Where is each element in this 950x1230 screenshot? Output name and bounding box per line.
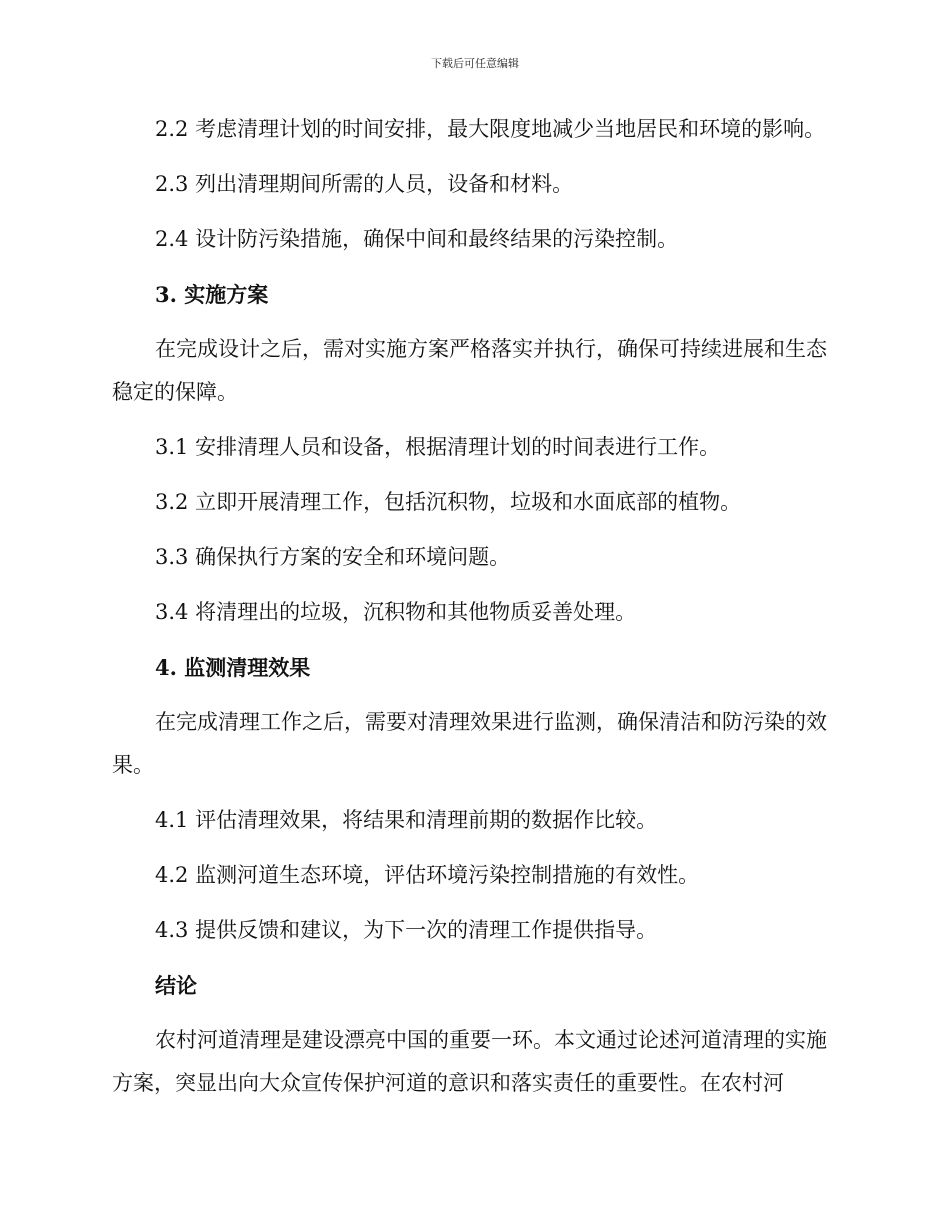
section-heading-4: 4. 监测清理效果	[155, 655, 311, 680]
list-item-2-2: 2.2 考虑清理计划的时间安排，最大限度地减少当地居民和环境的影响。	[155, 117, 826, 141]
conclusion-paragraph: 农村河道清理是建设漂亮中国的重要一环。本文通过论述河道清理的实施方案，突显出向大众宣传保护河道的意识和落实责任的重要性。在农村河	[112, 1028, 827, 1095]
list-item-3-3: 3.3 确保执行方案的安全和环境问题。	[155, 545, 511, 569]
conclusion-heading: 结论	[155, 973, 197, 998]
list-item-4-2: 4.2 监测河道生态环境，评估环境污染控制措施的有效性。	[155, 863, 700, 887]
list-item-2-3: 2.3 列出清理期间所需的人员，设备和材料。	[155, 172, 574, 196]
list-item-4-1: 4.1 评估清理效果，将结果和清理前期的数据作比较。	[155, 808, 658, 832]
list-item-3-2: 3.2 立即开展清理工作，包括沉积物，垃圾和水面底部的植物。	[155, 490, 742, 514]
section-3-intro: 在完成设计之后，需对实施方案严格落实并执行，确保可持续进展和生态稳定的保障。	[112, 337, 827, 404]
list-item-3-4: 3.4 将清理出的垃圾，沉积物和其他物质妥善处理。	[155, 600, 637, 624]
list-item-3-1: 3.1 安排清理人员和设备，根据清理计划的时间表进行工作。	[155, 435, 721, 459]
section-heading-3: 3. 实施方案	[155, 282, 269, 307]
list-item-4-3: 4.3 提供反馈和建议，为下一次的清理工作提供指导。	[155, 918, 658, 942]
section-4-intro: 在完成清理工作之后，需要对清理效果进行监测，确保清洁和防污染的效果。	[112, 710, 827, 777]
document-body	[112, 108, 832, 1117]
list-item-2-4: 2.4 设计防污染措施，确保中间和最终结果的污染控制。	[155, 227, 679, 251]
page-header: 下载后可任意编辑	[431, 57, 519, 70]
